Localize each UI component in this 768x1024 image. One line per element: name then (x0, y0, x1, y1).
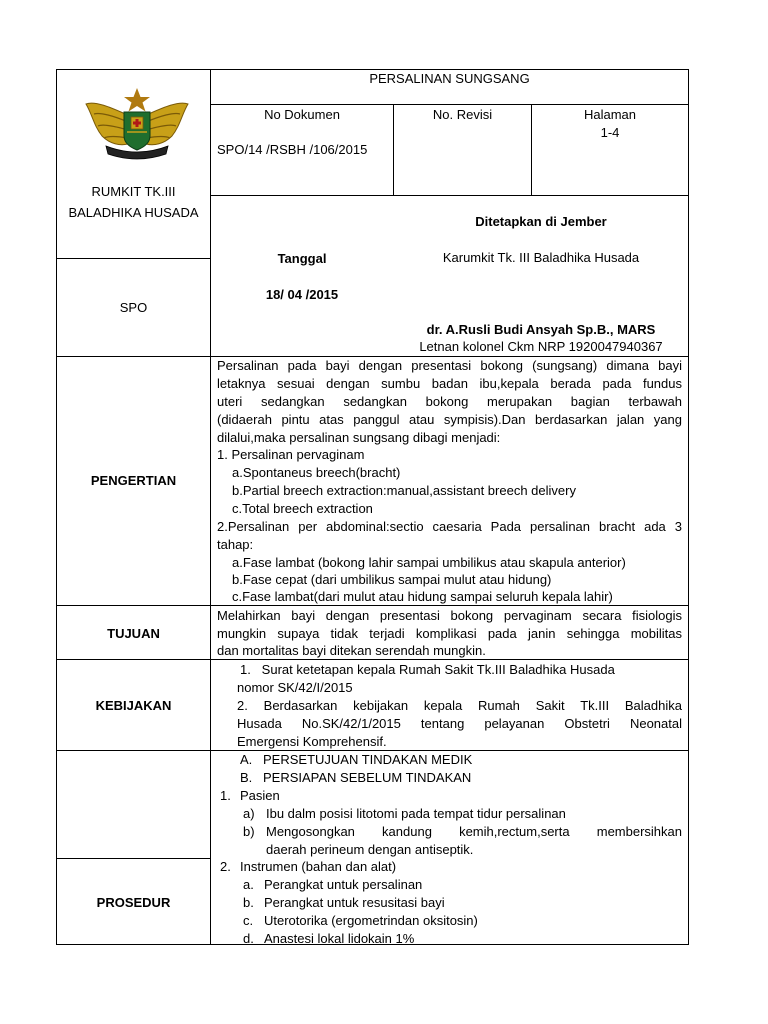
no-revisi-label: No. Revisi (432, 107, 493, 122)
pengertian-list-item: a.Spontaneus breech(bracht) (232, 465, 401, 480)
halaman-label: Halaman (583, 107, 637, 122)
tujuan-line: mungkin supaya tidak terjadi komplikasi pada janin sehingga mobilitas (217, 626, 682, 641)
prosedur-marker: b. (243, 895, 254, 910)
pengertian-list-item: a.Fase lambat (bokong lahir sampai umbilikus atau skapula anterior) (232, 555, 626, 570)
ditetapkan-text: Ditetapkan di Jember (475, 214, 607, 229)
prosedur-marker: 2. (220, 859, 231, 874)
pengertian-list-item: b.Partial breech extraction:manual,assistant breech delivery (232, 483, 576, 498)
pengertian-list-item: b.Fase cepat (dari umbilikus sampai mulut atau hidung) (232, 572, 552, 587)
org-name-line2: BALADHIKA HUSADA (68, 205, 199, 220)
prosedur-item: Perangkat untuk resusitasi bayi (264, 895, 445, 910)
prosedur-item: Mengosongkan kandung kemih,rectum,serta membersihkan (266, 824, 682, 839)
prosedur-item: Perangkat untuk persalinan (264, 877, 423, 892)
no-dokumen-value: SPO/14 /RSBH /106/2015 (217, 142, 368, 157)
kebijakan-line: 1. Surat ketetapan kepala Rumah Sakit Tk.III Baladhika Husada (240, 662, 615, 677)
pengertian-line: letaknya sesuai dengan sumbu badan ibu,kepala berada pada fundus (217, 376, 682, 391)
table-rule-tujuan (56, 659, 689, 660)
prosedur-item: PERSETUJUAN TINDAKAN MEDIK (263, 752, 473, 767)
pengertian-list-item: c.Total breech extraction (232, 501, 373, 516)
table-rule-doc (210, 195, 689, 196)
prosedur-marker: a. (243, 877, 254, 892)
document-title: PERSALINAN SUNGSANG (369, 71, 530, 86)
prosedur-marker: A. (240, 752, 253, 767)
pengertian-label: PENGERTIAN (90, 473, 177, 488)
org-name-line1: RUMKIT TK.III (91, 184, 176, 199)
table-border-left (56, 69, 57, 945)
prosedur-item: daerah perineum dengan antiseptik. (266, 842, 474, 857)
pengertian-line: Persalinan pada bayi dengan presentasi bokong (sungsang) dimana bayi (217, 358, 682, 373)
halaman-value: 1-4 (600, 125, 620, 140)
table-rule-pengertian (56, 605, 689, 606)
spo-label: SPO (119, 300, 148, 315)
prosedur-marker: 1. (220, 788, 231, 803)
pengertian-line: (didaerah pintu atas panggul atau sympisis).Dan berdasarkan jalan yang (217, 412, 682, 427)
prosedur-item: Uterotorika (ergometrindan oksitosin) (264, 913, 478, 928)
no-dokumen-label: No Dokumen (264, 107, 340, 122)
hospital-emblem-logo (82, 86, 192, 164)
prosedur-marker: d. (243, 931, 254, 946)
prosedur-item: PERSIAPAN SEBELUM TINDAKAN (263, 770, 472, 785)
pengertian-list-item: c.Fase lambat(dari mulut atau hidung sampai seluruh kepala lahir) (232, 589, 613, 604)
prosedur-marker: c. (243, 913, 254, 928)
signer-name: dr. A.Rusli Budi Ansyah Sp.B., MARS (426, 322, 656, 337)
prosedur-item: Anastesi lokal lidokain 1% (264, 931, 415, 946)
kebijakan-line: nomor SK/42/I/2015 (237, 680, 353, 695)
tujuan-line: Melahirkan bayi dengan presentasi bokong pervaginam secara fisiologis (217, 608, 682, 623)
tanggal-label: Tanggal (277, 251, 327, 266)
signer-rank: Letnan kolonel Ckm NRP 1920047940367 (419, 339, 663, 354)
pengertian-list-item: 1. Persalinan pervaginam (217, 447, 365, 462)
prosedur-item: Ibu dalm posisi litotomi pada tempat tidur persalinan (266, 806, 566, 821)
pengertian-line: uteri sedangkan sedangkan bokong merupakan bagian terbawah (217, 394, 682, 409)
karumkit-text: Karumkit Tk. III Baladhika Husada (442, 250, 640, 265)
kebijakan-label: KEBIJAKAN (95, 698, 172, 713)
pengertian-list-item: tahap: (217, 537, 254, 552)
tujuan-line: dan mortalitas bayi ditekan serendah mungkin. (217, 643, 486, 658)
prosedur-marker: B. (240, 770, 253, 785)
prosedur-label: PROSEDUR (96, 895, 171, 910)
prosedur-marker: b) (243, 824, 255, 839)
kebijakan-line: 2. Berdasarkan kebijakan kepala Rumah Sakit Tk.III Baladhika (237, 698, 682, 713)
tujuan-label: TUJUAN (107, 626, 160, 641)
kebijakan-line: Husada No.SK/42/1/2015 tentang pelayanan Obstetri Neonatal (237, 716, 682, 731)
prosedur-marker: a) (243, 806, 255, 821)
table-rule-logo (56, 258, 210, 259)
pengertian-line: dilalui,maka persalinan sungsang dibagi menjadi: (217, 430, 501, 445)
table-rule-title (210, 104, 689, 105)
table-border-right (688, 69, 689, 945)
table-rule-prosedur-label (56, 858, 210, 859)
kebijakan-line: Emergensi Komprehensif. (237, 734, 387, 749)
prosedur-item: Instrumen (bahan dan alat) (240, 859, 397, 874)
tanggal-value: 18/ 04 /2015 (265, 287, 339, 302)
prosedur-item: Pasien (240, 788, 280, 803)
pengertian-list-item: 2.Persalinan per abdominal:sectio caesaria Pada persalinan bracht ada 3 (217, 519, 682, 534)
table-col-divider (210, 69, 211, 945)
